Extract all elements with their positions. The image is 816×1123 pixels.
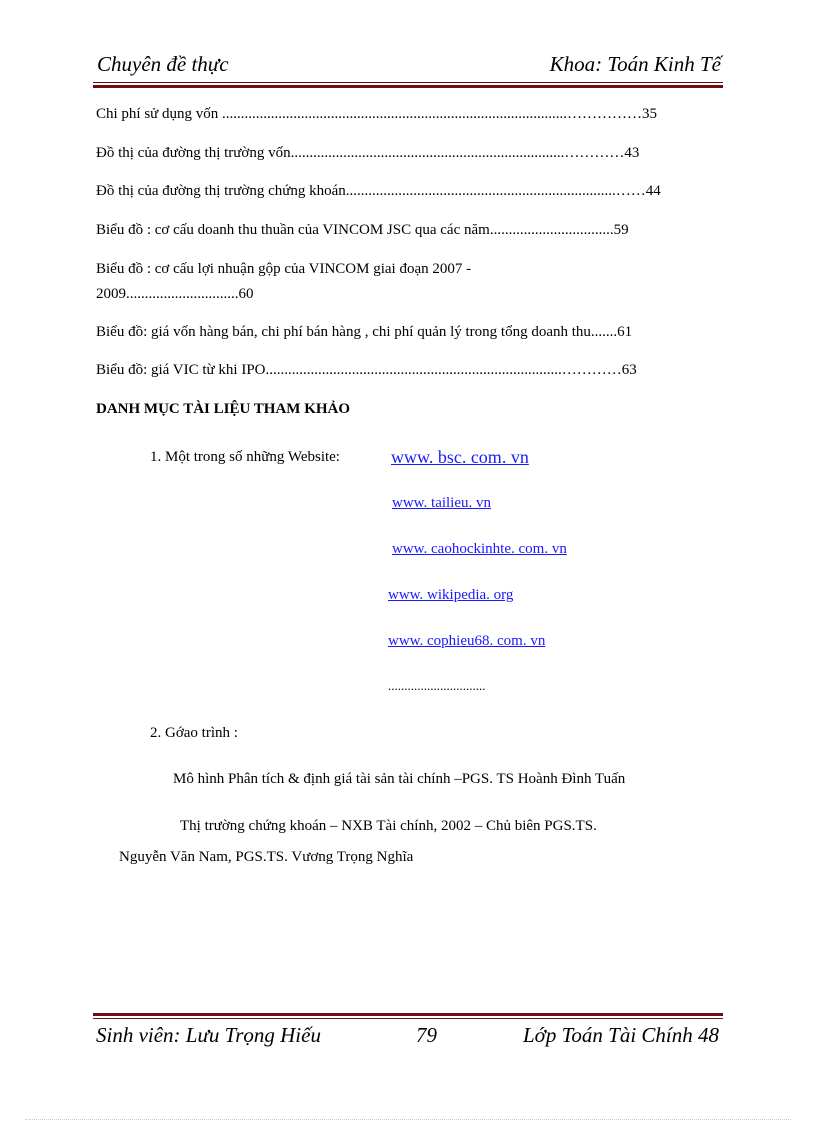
header-rule-thin [93, 82, 723, 83]
header-title: Chuyên đề thực [97, 52, 229, 76]
toc-entry: 2009..............................60 [96, 286, 254, 302]
toc-entry: Biểu đồ : cơ cấu doanh thu thuần của VINCOM JSC qua các năm.................................59 [96, 222, 629, 238]
header-department: Khoa: Toán Kinh Tế [549, 52, 721, 76]
toc-entry: Đồ thị của đường thị trường chứng khoán........................................................................……44 [96, 183, 661, 199]
toc-entry: Biểu đồ: giá vốn hàng bán, chi phí bán hàng , chi phí quản lý trong tổng doanh thu.......61 [96, 324, 633, 340]
page-number: 79 [416, 1023, 437, 1047]
website-list-ellipsis: .............................. [388, 678, 486, 693]
toc-entry: Biểu đồ: giá VIC từ khi IPO...............................................................................…………63 [96, 362, 637, 378]
website-link-tailieu[interactable]: www. tailieu. vn [392, 495, 492, 511]
toc-entry: Biểu đồ : cơ cấu lợi nhuận gộp của VINCOM giai đoạn 2007 - [96, 261, 472, 277]
website-link-cophieu68[interactable]: www. cophieu68. com. vn [388, 633, 546, 649]
book-reference: Mô hình Phân tích & định giá tài sản tài chính –PGS. TS Hoành Đình Tuấn [173, 771, 626, 787]
page-edge-divider [25, 1119, 791, 1120]
toc-entry: Chi phí sử dụng vốn ............................................................................................……………35 [96, 106, 658, 122]
footer-class: Lớp Toán Tài Chính 48 [523, 1023, 719, 1047]
reference-item-2-label: 2. Gớao trình : [150, 725, 238, 741]
footer-student: Sinh viên: Lưu Trọng Hiếu [96, 1023, 321, 1047]
toc-entry: Đồ thị của đường thị trường vốn.........................................................................…………43 [96, 145, 640, 161]
reference-item-1-label: 1. Một trong số những Website: [150, 449, 340, 465]
footer-rule-thin [93, 1018, 723, 1019]
website-link-caohockinhte[interactable]: www. caohockinhte. com. vn [392, 541, 567, 557]
footer-rule-thick [93, 1013, 723, 1016]
website-link-wikipedia[interactable]: www. wikipedia. org [388, 587, 514, 603]
book-reference-continued: Nguyễn Văn Nam, PGS.TS. Vương Trọng Nghĩa [119, 849, 414, 865]
references-heading: DANH MỤC TÀI LIỆU THAM KHẢO [96, 401, 351, 417]
header-rule-thick [93, 85, 723, 88]
book-reference: Thị trường chứng khoán – NXB Tài chính, 2002 – Chủ biên PGS.TS. [180, 818, 597, 834]
website-link-bsc[interactable]: www. bsc. com. vn [391, 447, 529, 467]
